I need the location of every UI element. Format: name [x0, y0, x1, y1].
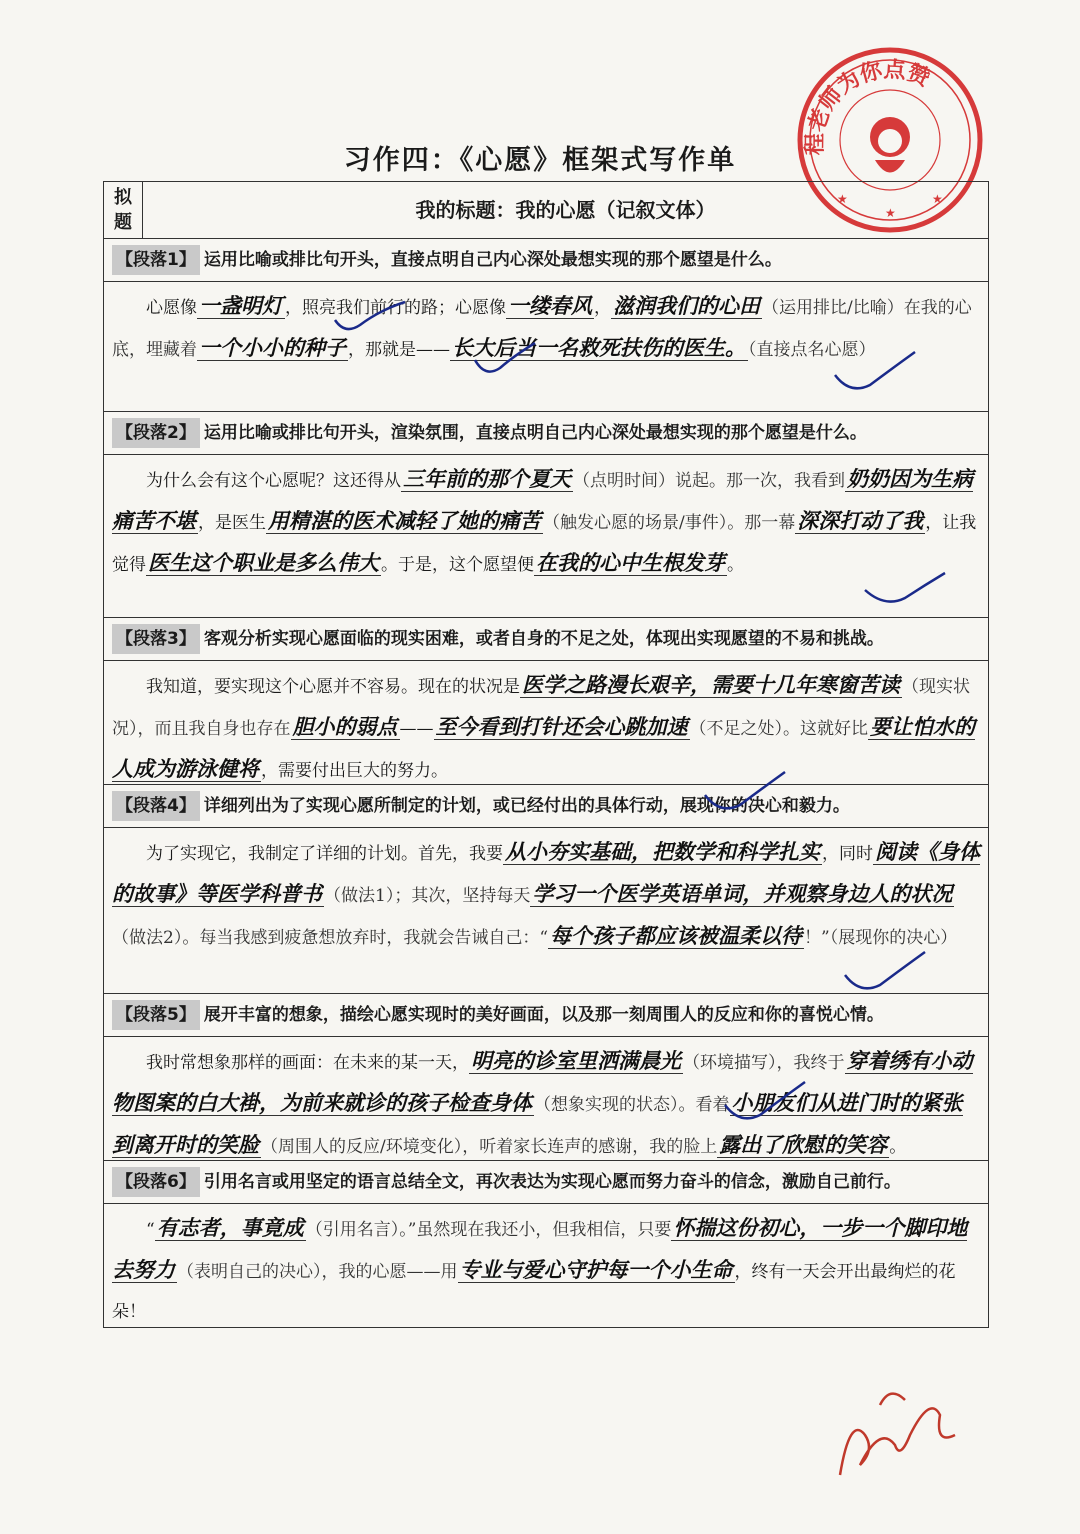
section-3-instruction-text: 客观分析实现心愿面临的现实困难，或者自身的不足之处，体现出实现愿望的不易和挑战。	[203, 629, 884, 649]
handwritten-answer: 穿着绣有小动物图案的白大褂，为前来就诊的孩子检查身体	[112, 1049, 973, 1115]
printed-text: （周围人的反应/环境变化），听着家长连声的感谢，我的脸上	[261, 1137, 718, 1157]
printed-text: （不足之处）。这就好比	[689, 719, 868, 739]
printed-text: （做法1）；其次，坚持每天	[324, 886, 531, 906]
printed-text: ，	[594, 298, 611, 318]
section-1-instruction	[104, 239, 988, 282]
section-6-instruction-text: 引用名言或用坚定的语言总结全文，再次表达为实现心愿而努力奋斗的信念，激励自己前行。	[203, 1172, 901, 1192]
section-2-body	[104, 455, 988, 618]
printed-text: （直接点名心愿）	[748, 340, 876, 360]
title-label-char-2: 题	[114, 212, 132, 233]
section-2-tag: 【段落2】	[112, 418, 200, 448]
section-6-instruction	[104, 1161, 988, 1204]
essay-title: 我的标题：我的心愿（记叙文体）	[415, 198, 716, 222]
section-6-tag: 【段落6】	[112, 1167, 200, 1197]
handwritten-answer: 深深打动了我	[797, 509, 924, 533]
section-2-instruction-text: 运用比喻或排比句开头，渲染氛围，直接点明自己内心深处最想实现的那个愿望是什么。	[203, 423, 867, 443]
section-4-instruction-text: 详细列出为了实现心愿所制定的计划，或已经付出的具体行动，展现你的决心和毅力。	[203, 796, 850, 816]
printed-text: （表明自己的决心），我的心愿——用	[177, 1262, 458, 1282]
title-row	[104, 182, 988, 239]
svg-text:程老师为你点赞: 程老师为你点赞	[802, 57, 934, 156]
handwritten-answer: 奶奶因为生病痛苦不堪	[112, 467, 973, 533]
section-4-body	[104, 828, 988, 994]
printed-text: ，照亮我们前行的路；心愿像	[285, 298, 506, 318]
handwritten-answer: 长大后当一名救死扶伤的医生。	[452, 336, 746, 360]
handwritten-answer: 至今看到打针还会心跳加速	[435, 715, 688, 739]
writing-sheet	[103, 181, 989, 1328]
printed-text: ——	[399, 719, 434, 739]
page-title: 习作四：《心愿》框架式写作单	[343, 145, 737, 176]
printed-text: 。	[889, 1137, 907, 1157]
section-3-instruction	[104, 618, 988, 661]
handwritten-answer: 怀揣这份初心，一步一个脚印地去努力	[112, 1216, 968, 1282]
printed-text: 我时常想象那样的画面：在未来的某一天，	[146, 1053, 469, 1073]
section-5-instruction-text: 展开丰富的想象，描绘心愿实现时的美好画面，以及那一刻周围人的反应和你的喜悦心情。	[203, 1005, 884, 1025]
title-label-char-1: 拟	[114, 187, 132, 208]
printed-text: （运用排比/比喻）在我的心底，埋藏着	[112, 298, 972, 360]
section-1-tag: 【段落1】	[112, 245, 200, 275]
handwritten-answer: 一盏明灯	[199, 294, 283, 318]
printed-text: （触发心愿的场景/事件）。那一幕	[543, 513, 796, 533]
section-4-tag: 【段落4】	[112, 791, 200, 821]
section-1-body	[104, 282, 988, 412]
handwritten-answer: 阅读《身体的故事》等医学科普书	[112, 840, 980, 906]
printed-text: 。于是，这个愿望便	[381, 555, 534, 575]
section-6-body	[104, 1204, 988, 1328]
printed-text: ，是医生	[198, 513, 266, 533]
section-5-instruction	[104, 994, 988, 1037]
handwritten-answer: 滋润我们的心田	[613, 294, 760, 318]
printed-text: （想象实现的状态）。看着	[534, 1095, 730, 1115]
title-label	[104, 182, 143, 238]
section-1-instruction-text: 运用比喻或排比句开头，直接点明自己内心深处最想实现的那个愿望是什么。	[203, 250, 782, 270]
printed-text: 为了实现它，我制定了详细的计划。首先，我要	[146, 844, 503, 864]
handwritten-answer: 三年前的那个夏天	[403, 467, 571, 491]
handwritten-answer: 有志者，事竟成	[156, 1216, 304, 1240]
handwritten-answer: 小朋友们从进门时的紧张到离开时的笑脸	[112, 1091, 963, 1157]
handwritten-answer: 专业与爱心守护每一个小生命	[459, 1258, 733, 1282]
printed-text: （现实状况），而且我自身也存在	[112, 677, 970, 739]
printed-text: “	[146, 1220, 155, 1240]
printed-text: 。	[727, 555, 744, 575]
handwritten-answer: 胆小的弱点	[292, 715, 398, 739]
printed-text: 为什么会有这个心愿呢？这还得从	[146, 471, 401, 491]
section-5-body	[104, 1037, 988, 1161]
printed-text: ，同时	[822, 844, 873, 864]
printed-text: （引用名言）。”虽然现在我还小，但我相信，只要	[305, 1220, 672, 1240]
handwritten-answer: 在我的心中生根发芽	[536, 551, 725, 575]
printed-text: ，让我觉得	[112, 513, 977, 575]
handwritten-answer: 露出了欣慰的笑容	[719, 1133, 888, 1157]
printed-text: （环境描写），我终于	[683, 1053, 845, 1073]
handwritten-answer: 要让怕水的人成为游泳健将	[112, 715, 975, 781]
handwritten-answer: 从小夯实基础，把数学和科学扎实	[505, 840, 820, 864]
printed-text: （点明时间）说起。那一次，我看到	[573, 471, 845, 491]
printed-text: 心愿像	[146, 298, 197, 318]
handwritten-answer: 医学之路漫长艰辛，需要十几年寒窗苦读	[522, 673, 900, 697]
printed-text: ，终有一天会开出最绚烂的花朵！	[112, 1262, 956, 1322]
printed-text: （做法2）。每当我感到疲惫想放弃时，我就会告诫自己：“	[112, 928, 549, 948]
handwritten-answer: 医生这个职业是多么伟大	[148, 551, 379, 575]
printed-text: 我知道，要实现这个心愿并不容易。现在的状况是	[146, 677, 520, 697]
handwritten-answer: 用精湛的医术减轻了她的痛苦	[268, 509, 541, 533]
section-5-tag: 【段落5】	[112, 1000, 200, 1030]
section-4-instruction	[104, 785, 988, 828]
svg-text:★: ★	[837, 192, 848, 206]
svg-text:★: ★	[932, 192, 943, 206]
section-2-instruction	[104, 412, 988, 455]
handwritten-answer: 一个小小的种子	[199, 336, 346, 360]
section-3-tag: 【段落3】	[112, 624, 200, 654]
handwritten-answer: 明亮的诊室里洒满晨光	[471, 1049, 681, 1073]
teacher-signature	[820, 1375, 980, 1485]
printed-text: ，需要付出巨大的努力。	[261, 761, 448, 781]
printed-text: ！”（展现你的决心）	[804, 928, 958, 948]
handwritten-answer: 一缕春风	[508, 294, 592, 318]
printed-text: ，那就是——	[348, 340, 450, 360]
handwritten-answer: 每个孩子都应该被温柔以待	[550, 924, 803, 948]
section-3-body	[104, 661, 988, 785]
svg-text:★: ★	[885, 206, 896, 220]
handwritten-answer: 学习一个医学英语单词，并观察身边人的状况	[532, 882, 953, 906]
